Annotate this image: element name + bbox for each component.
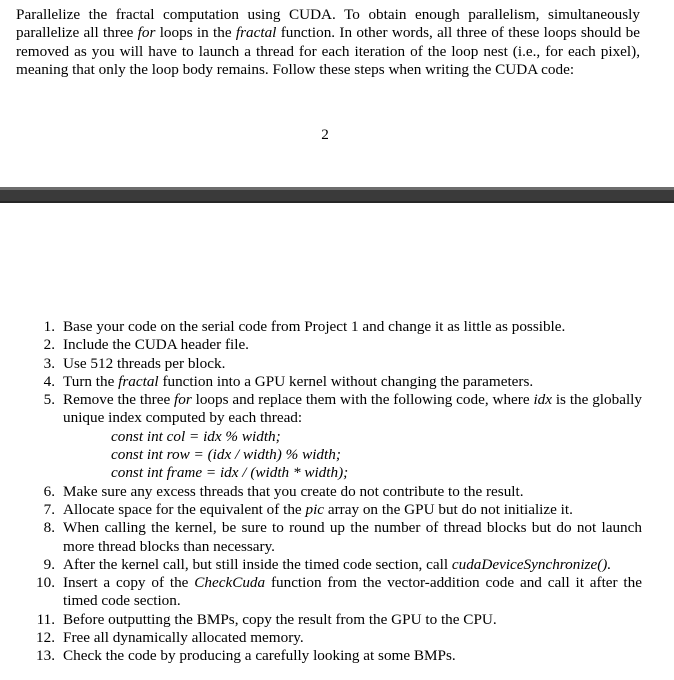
item-number: 3.: [43, 354, 55, 372]
list-item: [14, 519, 642, 556]
item-text: Allocate space for the equivalent of the pic array on the GPU but do not initialize it.: [63, 500, 573, 518]
code-line-frame: const int frame = idx / (width * width);: [111, 464, 349, 482]
item-number: 11.: [36, 610, 55, 628]
fractal-keyword: fractal: [118, 372, 159, 390]
intro-for-keyword: for: [137, 24, 156, 42]
item-text: Make sure any excess threads that you create do not contribute to the result.: [63, 482, 524, 500]
item-number: 2.: [43, 336, 55, 354]
item-text: When calling the kernel, be sure to round up the number of thread blocks but do not launch more thread blocks than necessary.: [63, 519, 642, 555]
page-number: 2: [321, 126, 329, 143]
list-item: [14, 611, 642, 629]
cuda-sync-keyword: cudaDeviceSynchronize().: [451, 555, 612, 573]
item-text: Check the code by producing a carefully looking at some BMPs.: [63, 647, 456, 665]
item-text: Insert a copy of the CheckCuda function from the vector-addition code and call it after the timed code section.: [63, 574, 642, 610]
intro-text: loops in the: [155, 24, 236, 42]
item-number: 13.: [36, 647, 55, 665]
list-item: [14, 355, 642, 373]
item-text: Before outputting the BMPs, copy the result from the GPU to the CPU.: [63, 610, 497, 628]
list-item: [14, 391, 642, 482]
for-keyword: for: [174, 391, 192, 409]
list-item: [14, 629, 642, 647]
code-line-row: const int row = (idx / width) % width;: [111, 446, 341, 464]
list-item: [14, 336, 642, 354]
page-divider: [0, 187, 674, 203]
checkcuda-keyword: CheckCuda: [194, 574, 266, 592]
item-text: Include the CUDA header file.: [63, 336, 249, 354]
item-text: Turn the fractal function into a GPU kernel without changing the parameters.: [63, 372, 534, 390]
intro-text: Parallelize the fractal computation using CUDA. To obtain enough parallelism, simultaneously parallelize all three: [16, 6, 640, 42]
item-number: 5.: [43, 391, 55, 409]
item-number: 8.: [43, 519, 55, 537]
item-number: 4.: [43, 372, 55, 390]
code-line-col: const int col = idx % width;: [111, 427, 281, 445]
item-number: 12.: [36, 629, 55, 647]
intro-text: function. In other words, all three of these loops should be removed as you will have to launch a thread for each iteration of the loop nest (i.e., for each pixel), meaning that only the loop body remains. Follow these steps when writing the CUDA code:: [16, 24, 641, 79]
item-text: Use 512 threads per block.: [63, 354, 226, 372]
list-item: [14, 373, 642, 391]
item-number: 1.: [43, 318, 55, 335]
item-text: Remove the three for loops and replace them with the following code, where idx is the globally unique index computed by each thread:: [63, 391, 642, 427]
pic-keyword: pic: [305, 500, 325, 518]
list-item: [14, 556, 642, 574]
item-number: 10.: [36, 574, 55, 592]
list-item: [14, 501, 642, 519]
list-item: [14, 647, 642, 665]
item-text: Free all dynamically allocated memory.: [63, 629, 304, 647]
item-number: 9.: [43, 555, 55, 573]
list-item: [14, 483, 642, 501]
intro-fractal-keyword: fractal: [235, 24, 277, 42]
list-item: [14, 318, 642, 336]
idx-keyword: idx: [533, 391, 552, 409]
item-number: 7.: [43, 500, 55, 518]
list-item: [14, 574, 642, 611]
item-number: 6.: [43, 482, 55, 500]
intro-paragraph: [16, 6, 640, 80]
steps-list: [14, 318, 642, 666]
item-text: Base your code on the serial code from Project 1 and change it as little as possible.: [63, 318, 566, 335]
item-text: After the kernel call, but still inside the timed code section, call cudaDeviceSynchronize().: [63, 555, 612, 573]
